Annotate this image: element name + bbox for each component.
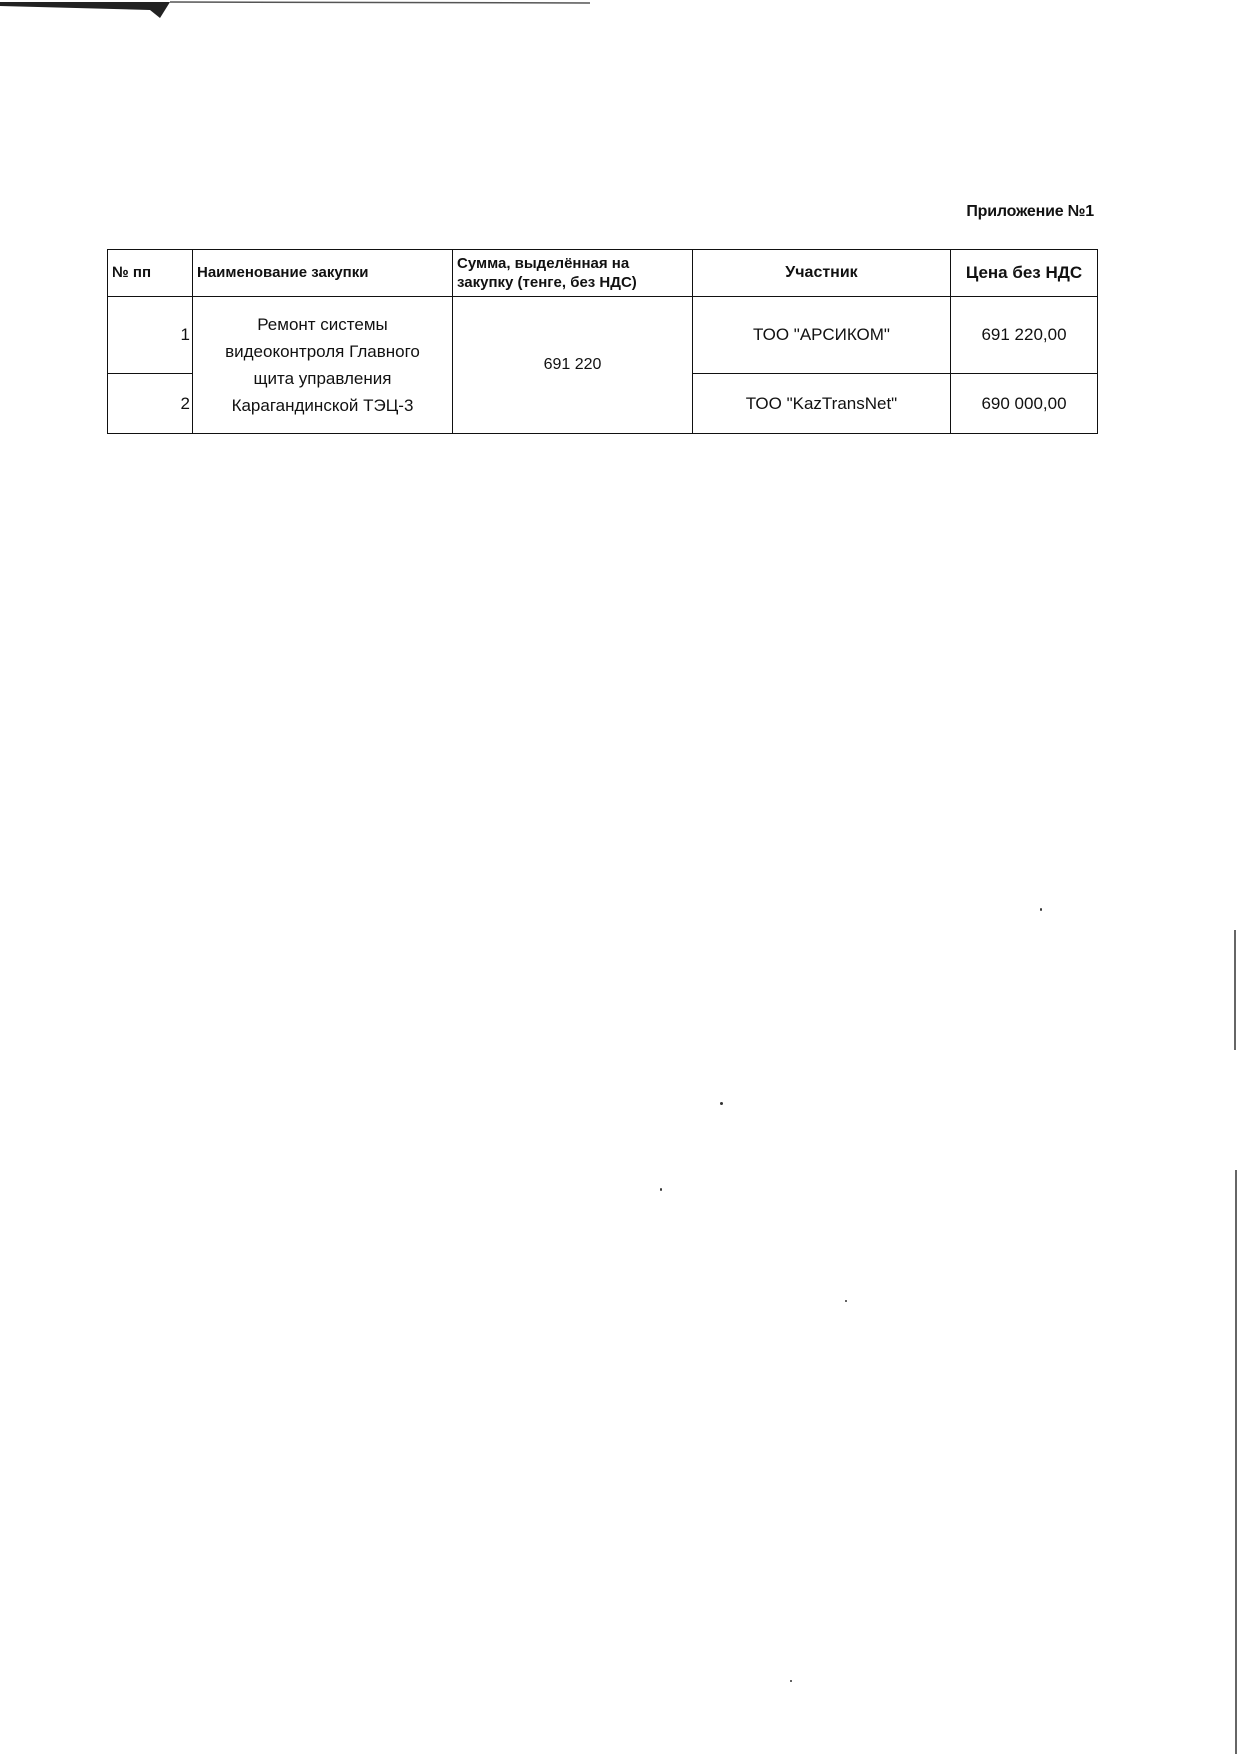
scan-edge-mark [0, 0, 600, 20]
procurement-name-cell: Ремонт системы видеоконтроля Главного щита управления Карагандинской ТЭЦ-3 [193, 297, 453, 434]
scan-speck [845, 1300, 847, 1302]
price-cell: 690 000,00 [951, 374, 1098, 434]
table-row [108, 297, 1098, 374]
scan-edge-mark-right [1230, 930, 1240, 1754]
scan-speck [720, 1102, 723, 1105]
header-participant: Участник [693, 250, 951, 297]
scan-speck [660, 1188, 662, 1191]
procurement-table [107, 249, 1098, 434]
header-number: № пп [108, 250, 193, 297]
scan-speck [790, 1680, 792, 1682]
row-number: 1 [108, 297, 193, 374]
participant-cell: ТОО "АРСИКОМ" [693, 297, 951, 374]
header-procurement-name: Наименование закупки [193, 250, 453, 297]
row-number: 2 [108, 374, 193, 434]
participant-cell: ТОО "KazTransNet" [693, 374, 951, 434]
header-allocated-sum: Сумма, выделённая на закупку (тенге, без НДС) [453, 250, 693, 297]
table-header-row [108, 250, 1098, 297]
price-cell: 691 220,00 [951, 297, 1098, 374]
scan-speck [1040, 908, 1042, 911]
header-price: Цена без НДС [951, 250, 1098, 297]
appendix-label: Приложение №1 [966, 203, 1094, 220]
allocated-sum-cell: 691 220 [453, 297, 693, 434]
